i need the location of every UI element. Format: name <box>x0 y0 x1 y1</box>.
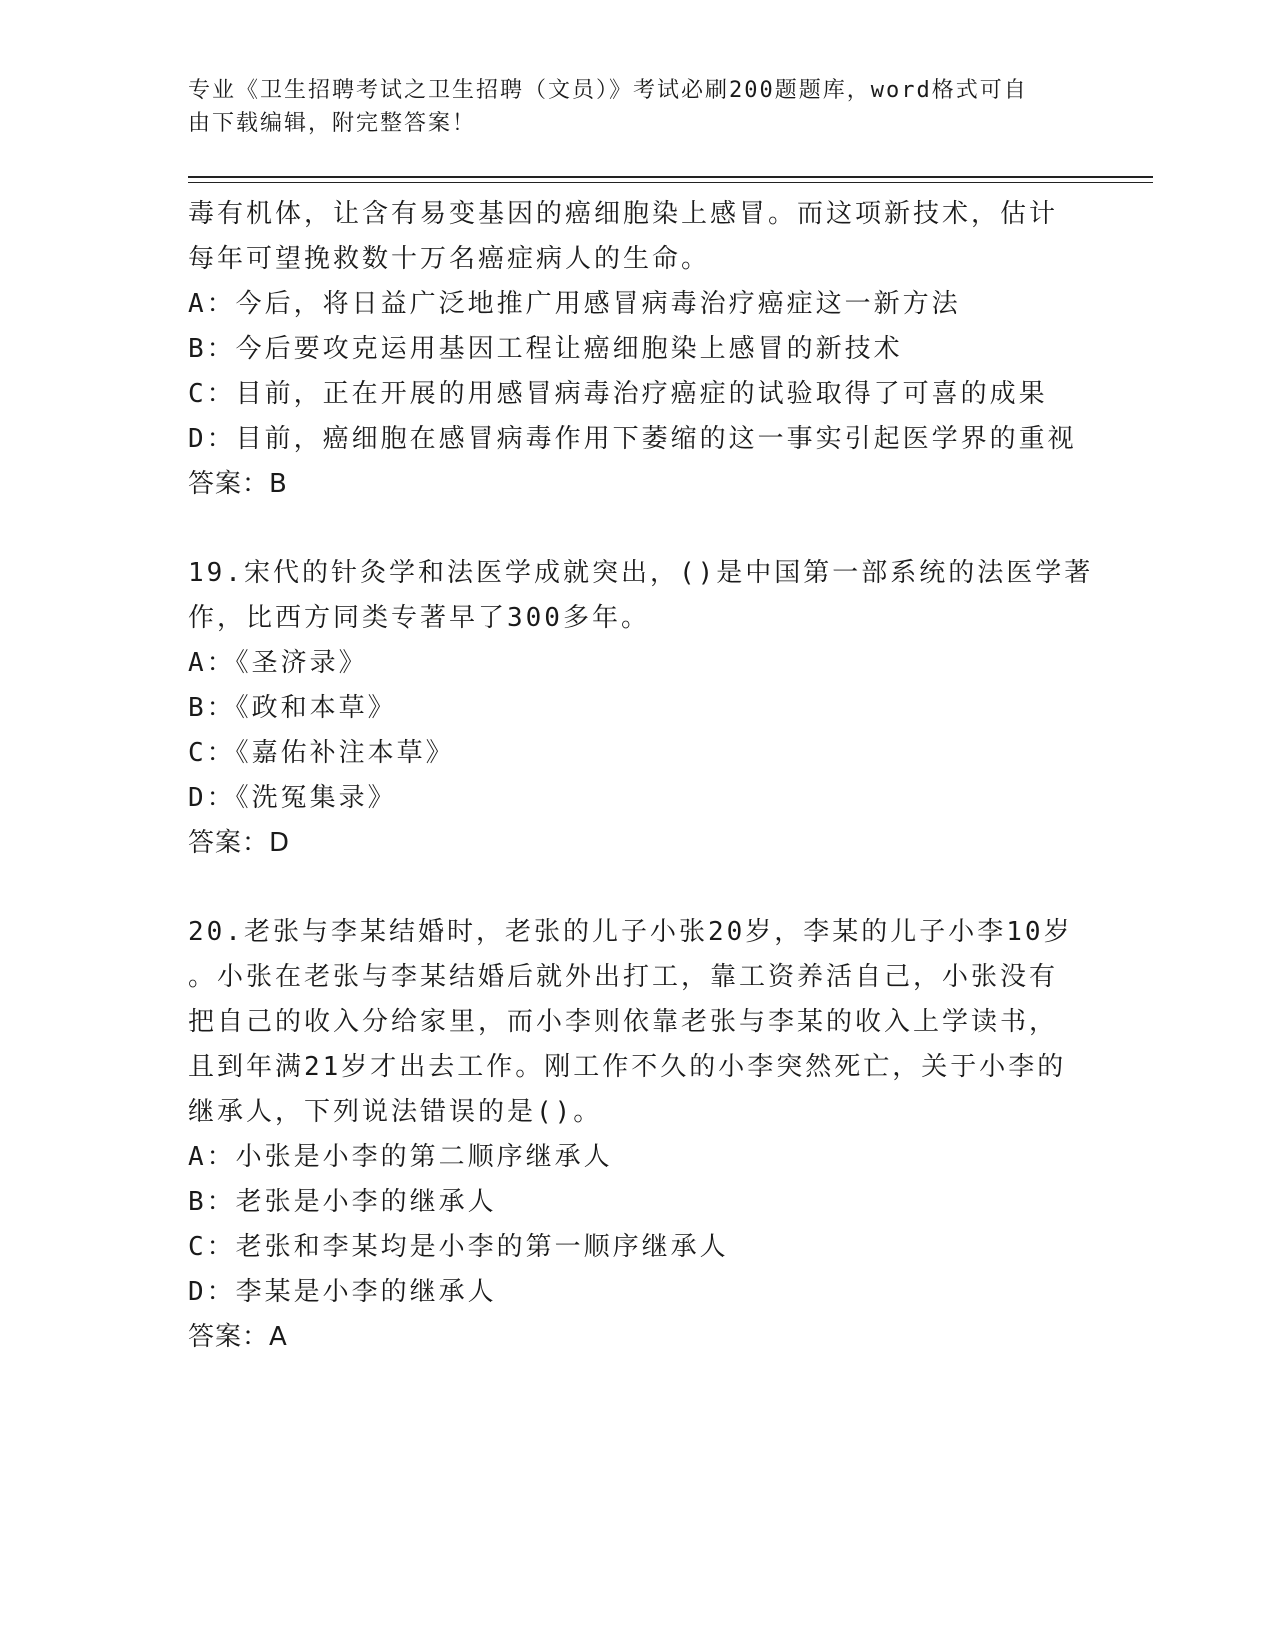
spacer <box>188 507 1088 551</box>
question-text-line: 继承人，下列说法错误的是()。 <box>188 1097 603 1127</box>
option-b: B：《政和本草》 <box>188 693 397 723</box>
question-text-line: 且到年满21岁才出去工作。刚工作不久的小李突然死亡，关于小李的 <box>188 1052 1067 1082</box>
question-text-line: 19.宋代的针灸学和法医学成就突出，()是中国第一部系统的法医学著 <box>188 558 1094 588</box>
option-d: D：李某是小李的继承人 <box>188 1277 497 1307</box>
answer-line: 答案：D <box>188 828 291 858</box>
option-a: A：《圣济录》 <box>188 648 368 678</box>
question-carryover <box>188 192 1088 507</box>
option-a: A：今后，将日益广泛地推广用感冒病毒治疗癌症这一新方法 <box>188 289 961 319</box>
option-d: D：《洗冤集录》 <box>188 783 397 813</box>
question-19 <box>188 551 1094 866</box>
option-d: D：目前，癌细胞在感冒病毒作用下萎缩的这一事实引起医学界的重视 <box>188 424 1077 454</box>
question-text-line: 。小张在老张与李某结婚后就外出打工，靠工资养活自己，小张没有 <box>188 962 1059 992</box>
header-line-2: 由下载编辑，附完整答案！ <box>188 111 477 136</box>
answer-line: 答案：A <box>188 1322 288 1352</box>
option-b: B：今后要攻克运用基因工程让癌细胞染上感冒的新技术 <box>188 334 903 364</box>
spacer <box>188 866 1088 910</box>
option-b: B：老张是小李的继承人 <box>188 1187 497 1217</box>
option-c: C：老张和李某均是小李的第一顺序继承人 <box>188 1232 729 1262</box>
header-line-1: 专业《卫生招聘考试之卫生招聘（文员）》考试必刷200题题库，word格式可自 <box>188 78 1028 103</box>
option-a: A：小张是小李的第二顺序继承人 <box>188 1142 613 1172</box>
header-divider-thin <box>188 182 1153 183</box>
option-c: C：目前，正在开展的用感冒病毒治疗癌症的试验取得了可喜的成果 <box>188 379 1048 409</box>
question-text-line: 每年可望挽救数十万名癌症病人的生命。 <box>188 244 711 274</box>
question-text-line: 20.老张与李某结婚时，老张的儿子小张20岁，李某的儿子小李10岁 <box>188 917 1073 947</box>
header-divider-thick <box>188 176 1153 178</box>
option-c: C：《嘉佑补注本草》 <box>188 738 455 768</box>
question-text-line: 作，比西方同类专著早了300多年。 <box>188 603 650 633</box>
page-content <box>188 192 1094 1360</box>
question-text-line: 把自己的收入分给家里，而小李则依靠老张与李某的收入上学读书， <box>188 1007 1059 1037</box>
answer-line: 答案：B <box>188 469 288 499</box>
page-header <box>188 74 1088 140</box>
question-text-line: 毒有机体，让含有易变基因的癌细胞染上感冒。而这项新技术，估计 <box>188 199 1059 229</box>
question-20 <box>188 910 1088 1360</box>
